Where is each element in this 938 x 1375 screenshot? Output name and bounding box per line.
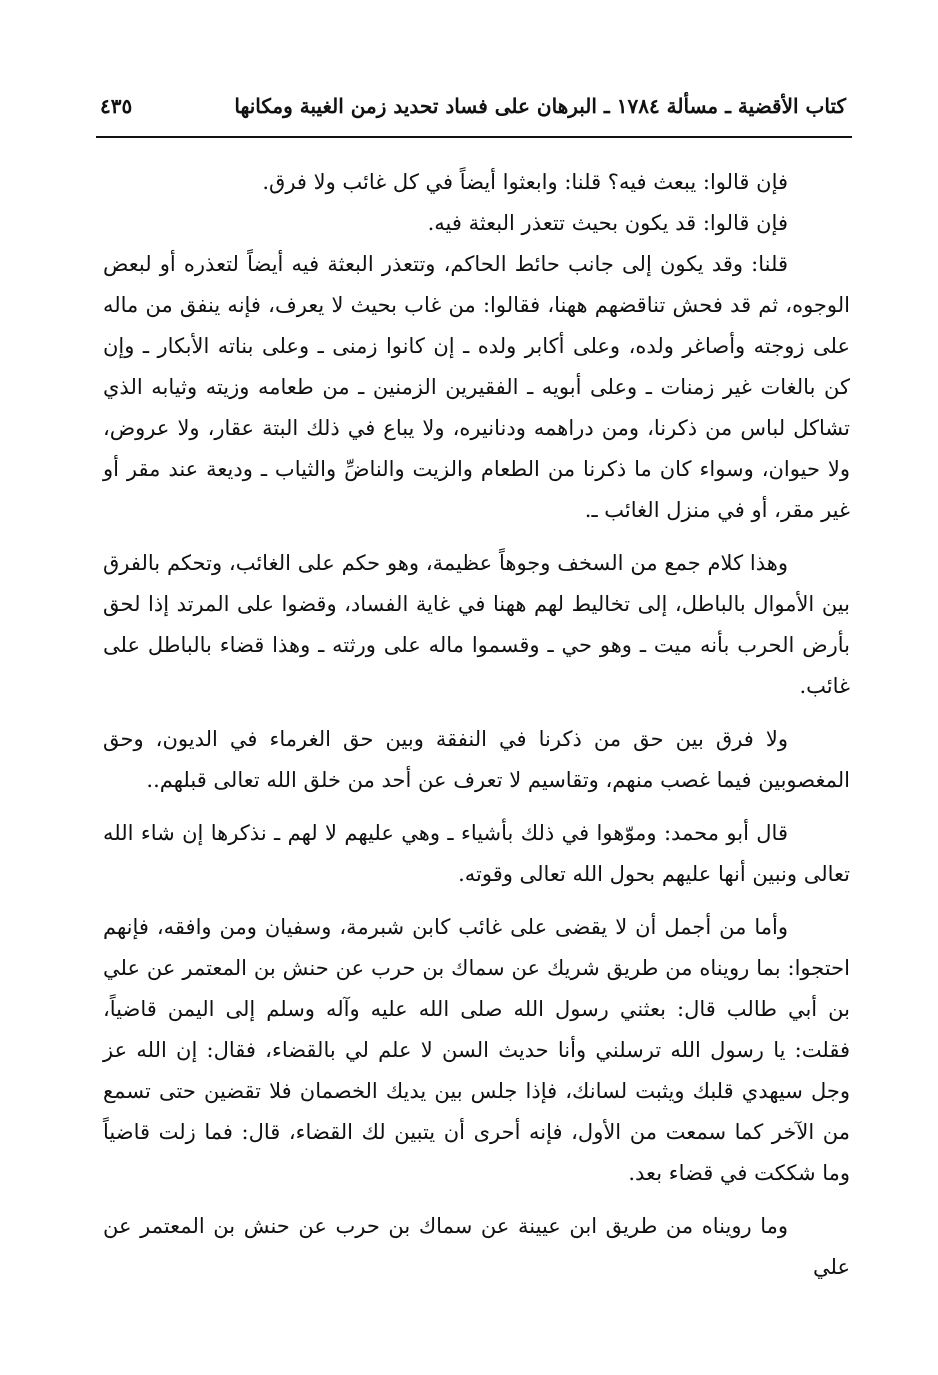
page-number: ٤٣٥ — [100, 94, 133, 118]
paragraph-hadith-ali: وأما من أجمل أن لا يقضى على غائب كابن شبرمة، وسفيان ومن وافقه، فإنهم احتجوا: بما رويناه من طريق شريك عن سماك بن حرب عن حنش بن المعتمر عن علي بن أبي طالب قال: بعثني رسول الله صلى الله عليه وآله وسلم إلى اليمن قاضياً، فقلت: يا رسول الله ترسلني وأنا حديث السن لا علم لي بالقضاء، فقال: إن الله عز وجل سيهدي قلبك ويثبت لسانك، فإذا جلس بين يديك الخصمان فلا تقضين حتى تسمع من الآخر كما سمعت من الأول، فإنه أحرى أن يتبين لك القضاء، قال: فما زلت قاضياً وما شككت في قضاء بعد. — [103, 915, 850, 1185]
page-body — [103, 162, 850, 1279]
header-divider — [96, 136, 852, 138]
running-title: كتاب الأقضية ـ مسألة ١٧٨٤ ـ البرهان على فساد تحديد زمن الغيبة ومكانها — [234, 94, 846, 118]
paragraph-critique: وهذا كلام جمع من السخف وجوهاً عظيمة، وهو حكم على الغائب، وتحكم بالفرق بين الأموال بالباطل، إلى تخاليط لهم ههنا في غاية الفساد، وقضوا على المرتد إذا لحق بأرض الحرب بأنه ميت ـ وهو حي ـ وقسموا ماله على ورثته ـ وهذا قضاء بالباطل على غائب. — [103, 551, 850, 698]
paragraph-response-maintenance: قلنا: وقد يكون إلى جانب حائط الحاكم، وتتعذر البعثة فيه أيضاً لتعذره أو لبعض الوجوه، ثم قد فحش تناقضهم ههنا، فقالوا: من غاب بحيث لا يعرف، فإنه ينفق من ماله على زوجته وأصاغر ولده، وعلى أكابر ولده ـ إن كانوا زمنى ـ وعلى بناته الأبكار ـ وإن كن بالغات غير زمنات ـ وعلى أبويه ـ الفقيرين الزمنين ـ من طعامه وزيته وثيابه الذي تشاكل لباس من ذكرنا، ومن دراهمه ودنانيره، ولا يباع في ذلك البتة عقار، ولا عروض، ولا حيوان، وسواء كان ما ذكرنا من الطعام والزيت والناضِّ والثياب ـ وديعة عند مقر أو غير مقر، أو في منزل الغائب ـ. — [103, 252, 850, 522]
paragraph-objection-impossible: فإن قالوا: قد يكون بحيث تتعذر البعثة فيه. — [427, 211, 788, 235]
paragraph-abu-muhammad: قال أبو محمد: وموّهوا في ذلك بأشياء ـ وهي عليهم لا لهم ـ نذكرها إن شاء الله تعالى ونبين أنها عليهم بحول الله تعالى وقوته. — [103, 821, 850, 886]
paragraph-objection-sending: فإن قالوا: يبعث فيه؟ قلنا: وابعثوا أيضاً في كل غائب ولا فرق. — [262, 170, 788, 194]
paragraph-ibn-uyaynah: وما رويناه من طريق ابن عيينة عن سماك بن حرب عن حنش بن المعتمر عن علي — [103, 1214, 850, 1279]
paragraph-no-difference: ولا فرق بين حق من ذكرنا في النفقة وبين حق الغرماء في الديون، وحق المغصوبين فيما غصب منهم، وتقاسيم لا تعرف عن أحد من خلق الله تعالى قبلهم.. — [103, 727, 850, 792]
running-header — [100, 86, 846, 126]
